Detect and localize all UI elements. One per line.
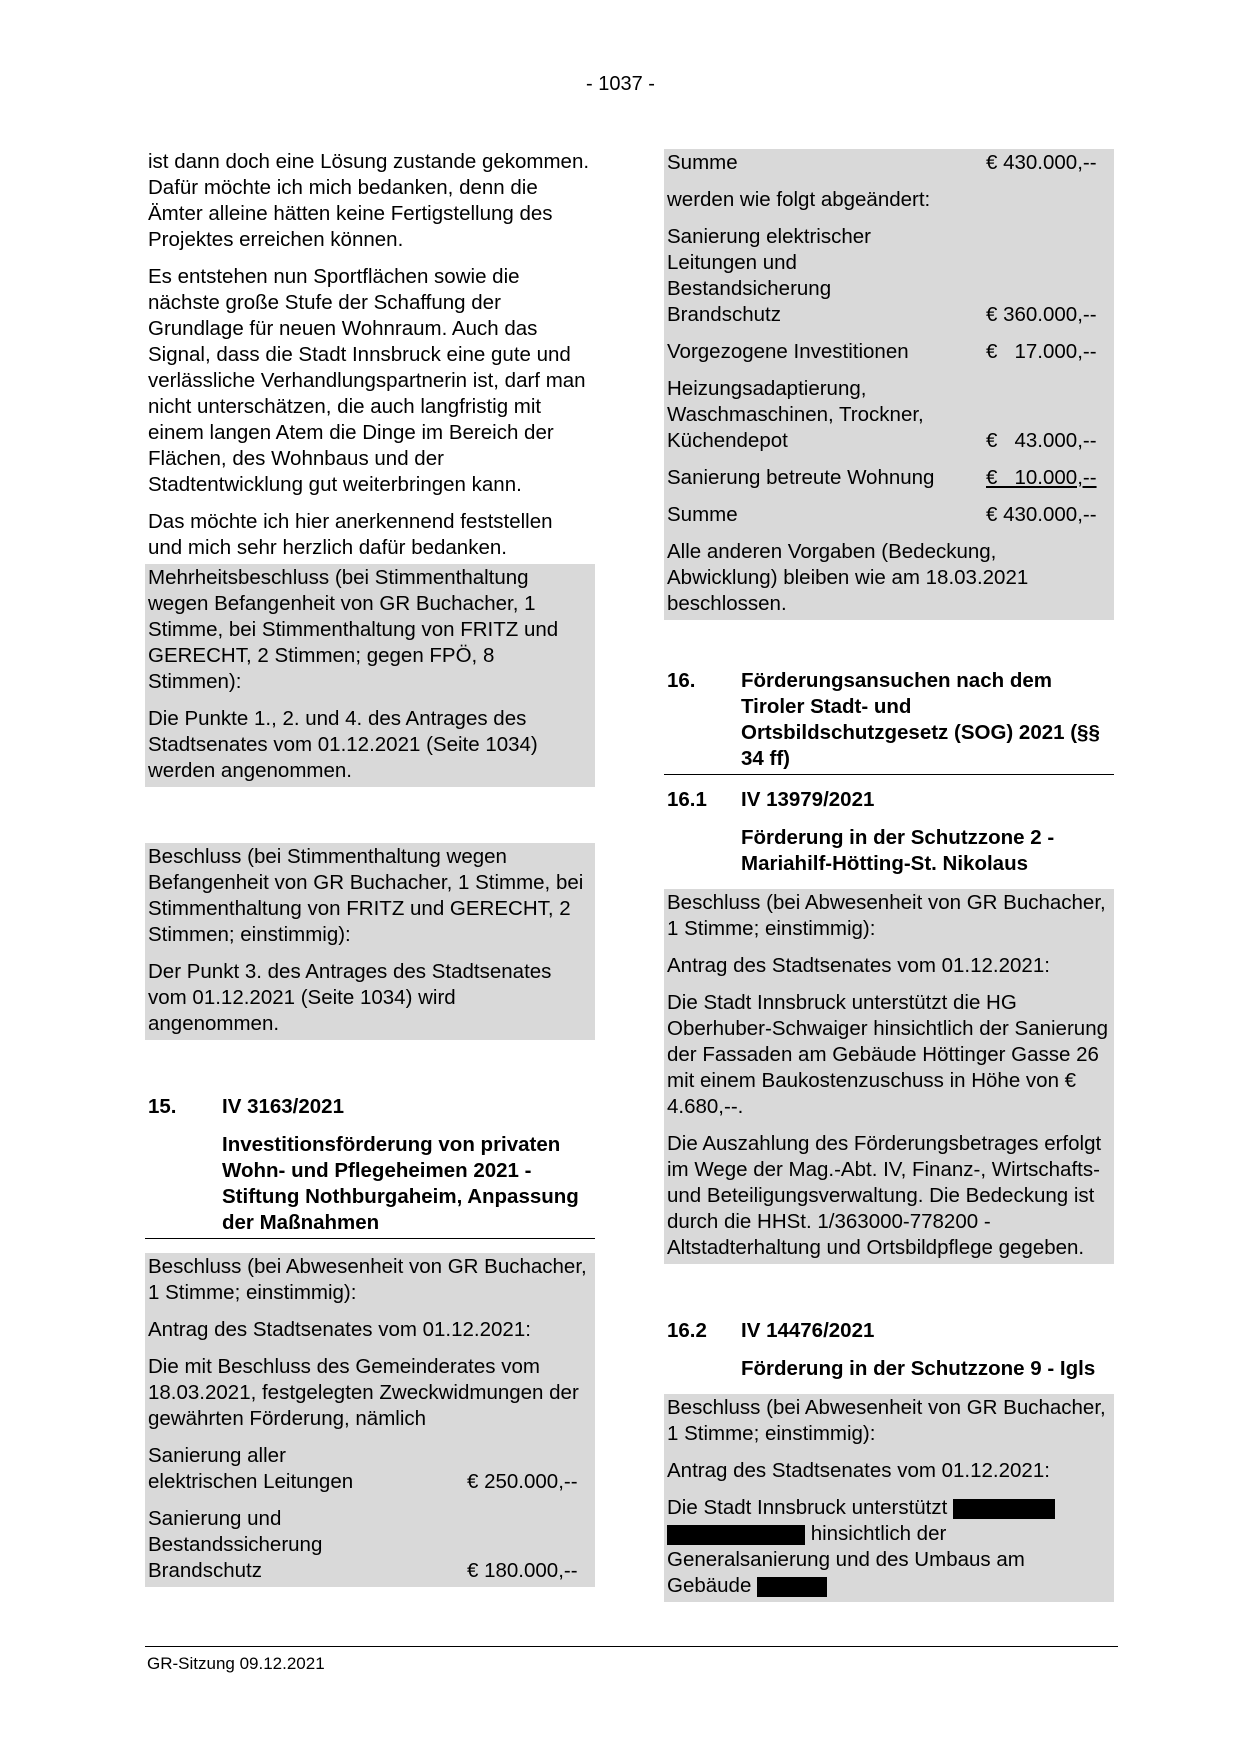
- resolution-text-part: Die Stadt Innsbruck unterstützt: [667, 1496, 948, 1519]
- resolution-text: werden wie folgt abgeändert:: [667, 188, 931, 211]
- agenda-item-16: [664, 668, 1114, 775]
- amount-label: Sanierung aller elektrischen Leitungen: [148, 1444, 354, 1493]
- agenda-item-15: [145, 1094, 595, 1239]
- amount-value: € 250.000,--: [467, 1470, 578, 1493]
- amount-row: [664, 464, 1114, 501]
- item-number: 16.: [667, 669, 696, 692]
- amount-value: € 180.000,--: [467, 1559, 578, 1582]
- left-column: [145, 149, 595, 1587]
- item-reference: IV 13979/2021: [741, 788, 875, 811]
- sum-label: Summe: [667, 503, 738, 526]
- amount-value: € 360.000,--: [986, 303, 1097, 326]
- resolution-box-1: [145, 564, 595, 787]
- amount-row: [664, 338, 1114, 375]
- resolution-text: Beschluss (bei Stimmenthaltung wegen Befangenheit von GR Buchacher, 1 Stimme, bei Stimmenthaltung von FRITZ und GERECHT, 2 Stimmen; einstimmig):: [148, 845, 584, 946]
- amount-value: € 43.000,--: [986, 429, 1097, 452]
- page-number: - 1037 -: [586, 73, 655, 95]
- page-footer: GR-Sitzung 09.12.2021: [147, 1654, 325, 1673]
- resolution-box-3: [145, 1253, 595, 1587]
- item-title: Förderung in der Schutzzone 9 - Igls: [741, 1357, 1096, 1380]
- amount-row: [664, 375, 1114, 464]
- resolution-box-5: [664, 889, 1114, 1264]
- resolution-text: Antrag des Stadtsenates vom 01.12.2021:: [667, 1459, 1050, 1482]
- agenda-item-16-1: [664, 787, 1114, 877]
- amount-value: € 10.000,--: [986, 466, 1097, 489]
- footer-rule: [145, 1646, 1118, 1647]
- sum-row: [664, 149, 1114, 186]
- resolution-text: Die mit Beschluss des Gemeinderates vom 18.03.2021, festgelegten Zweckwidmungen der gewährten Förderung, nämlich: [148, 1355, 579, 1430]
- item-title: Förderung in der Schutzzone 2 - Mariahilf-Hötting-St. Nikolaus: [741, 826, 1055, 875]
- amount-row: [145, 1442, 595, 1505]
- item-reference: IV 3163/2021: [222, 1095, 344, 1118]
- sum-label: Summe: [667, 151, 738, 174]
- amount-value: € 17.000,--: [986, 340, 1097, 363]
- amount-label: Sanierung elektrischer Leitungen und Bestandsicherung Brandschutz: [667, 225, 871, 326]
- resolution-box-2: [145, 843, 595, 1040]
- resolution-text-part: hinsichtlich der Generalsanierung und des Umbaus am Gebäude: [667, 1522, 1025, 1597]
- resolution-text: [664, 1494, 1114, 1601]
- resolution-text: Die Auszahlung des Förderungsbetrages erfolgt im Wege der Mag.-Abt. IV, Finanz-, Wirtschafts- und Beteiligungsverwaltung. Die Bedeckung ist durch die HHSt. 1/363000-778200 - Altstadterhaltung und Ortsbildpflege gegeben.: [667, 1132, 1102, 1259]
- resolution-text: Beschluss (bei Abwesenheit von GR Buchacher, 1 Stimme; einstimmig):: [667, 891, 1106, 940]
- amount-label: Sanierung betreute Wohnung: [667, 466, 935, 489]
- amount-row: [145, 1505, 595, 1586]
- sum-value: € 430.000,--: [986, 151, 1097, 174]
- redaction-bar: [667, 1525, 805, 1545]
- item-number: 16.2: [667, 1319, 707, 1342]
- resolution-text: Der Punkt 3. des Antrages des Stadtsenates vom 01.12.2021 (Seite 1034) wird angenommen.: [148, 960, 552, 1035]
- resolution-box-4: [664, 149, 1114, 620]
- resolution-text: Antrag des Stadtsenates vom 01.12.2021:: [148, 1318, 531, 1341]
- item-title: Förderungsansuchen nach dem Tiroler Stadt- und Ortsbildschutzgesetz (SOG) 2021 (§§ 34 ff): [741, 669, 1100, 770]
- amount-label: Vorgezogene Investitionen: [667, 340, 909, 363]
- paragraph: Es entstehen nun Sportflächen sowie die nächste große Stufe der Schaffung der Grundlage für neuen Wohnraum. Auch das Signal, dass die Stadt Innsbruck eine gute und verlässliche Verhandlungspartnerin ist, darf man nicht unterschätzen, die auch langfristig mit einem langen Atem die Dinge im Bereich der Flächen, des Wohnbaus und der Stadtentwicklung gut weiterbringen kann.: [148, 265, 586, 496]
- item-title: Investitionsförderung von privaten Wohn- und Pflegeheimen 2021 - Stiftung Nothburgaheim, Anpassung der Maßnahmen: [222, 1133, 579, 1234]
- resolution-text: Beschluss (bei Abwesenheit von GR Buchacher, 1 Stimme; einstimmig):: [148, 1255, 587, 1304]
- sum-value: € 430.000,--: [986, 503, 1097, 526]
- resolution-text: Mehrheitsbeschluss (bei Stimmenthaltung wegen Befangenheit von GR Buchacher, 1 Stimme, bei Stimmenthaltung von FRITZ und GERECHT, 2 Stimmen; gegen FPÖ, 8 Stimmen):: [148, 566, 559, 693]
- resolution-text: Alle anderen Vorgaben (Bedeckung, Abwicklung) bleiben wie am 18.03.2021 beschlossen.: [667, 540, 1029, 615]
- resolution-text: Die Stadt Innsbruck unterstützt die HG Oberhuber-Schwaiger hinsichtlich der Sanierung der Fassaden am Gebäude Höttinger Gasse 26 mit einem Baukostenzuschuss in Höhe von € 4.680,--.: [667, 991, 1108, 1118]
- agenda-item-16-2: [664, 1318, 1114, 1382]
- sum-row: [664, 501, 1114, 538]
- item-number: 16.1: [667, 788, 707, 811]
- amount-row: [664, 223, 1114, 338]
- redaction-bar: [757, 1577, 827, 1597]
- paragraph: Das möchte ich hier anerkennend feststellen und mich sehr herzlich dafür bedanken.: [148, 510, 553, 559]
- resolution-text: Antrag des Stadtsenates vom 01.12.2021:: [667, 954, 1050, 977]
- right-column: [664, 149, 1114, 1602]
- item-number: 15.: [148, 1095, 177, 1118]
- amount-label: Sanierung und Bestandssicherung Brandschutz: [148, 1507, 323, 1582]
- paragraph: ist dann doch eine Lösung zustande gekommen. Dafür möchte ich mich bedanken, denn die Ämter alleine hätten keine Fertigstellung des Projektes erreichen können.: [148, 150, 590, 251]
- item-reference: IV 14476/2021: [741, 1319, 875, 1342]
- resolution-text: Die Punkte 1., 2. und 4. des Antrages des Stadtsenates vom 01.12.2021 (Seite 1034) werden angenommen.: [148, 707, 538, 782]
- amount-label: Heizungsadaptierung, Waschmaschinen, Trockner, Küchendepot: [667, 377, 924, 452]
- redaction-bar: [953, 1499, 1055, 1519]
- resolution-text: Beschluss (bei Abwesenheit von GR Buchacher, 1 Stimme; einstimmig):: [667, 1396, 1106, 1445]
- resolution-box-6: [664, 1394, 1114, 1602]
